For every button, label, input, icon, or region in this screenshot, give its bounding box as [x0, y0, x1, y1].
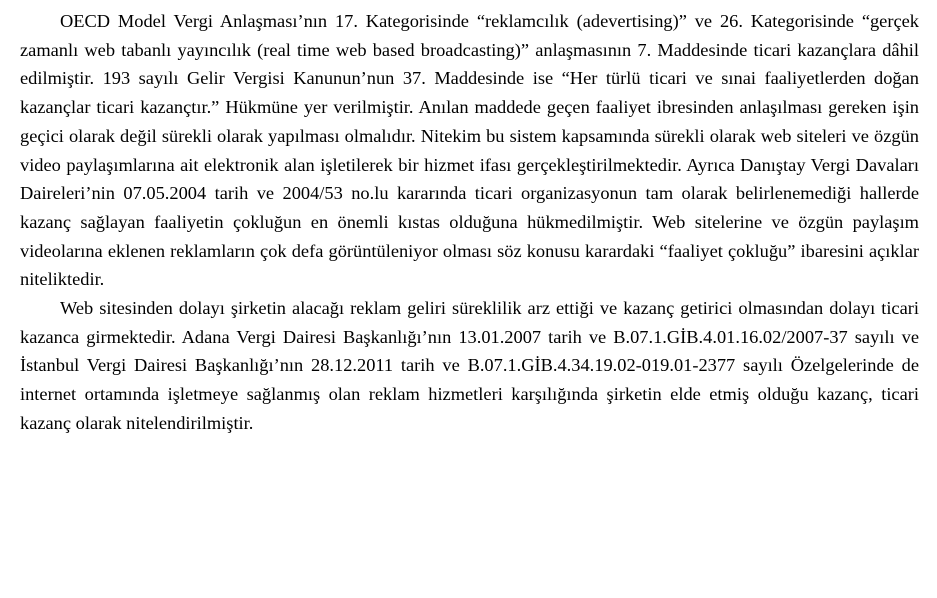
paragraph: Web sitesinden dolayı şirketin alacağı reklam geliri süreklilik arz ettiği ve kazanç getirici olmasından dolayı ticari kazanca girmektedir. Adana Vergi Dairesi Başkanlığı’nın 13.01.2007 tarih ve B.07.1.GİB.4.01.16.02/2007-37 sayılı ve İstanbul Vergi Dairesi Başkanlığı’nın 28.12.2011 tarih ve B.07.1.GİB.4.34.19.02-019.01-2377 sayılı Özelgelerinde de internet ortamında işletmeye sağlanmış olan reklam hizmetleri karşılığında şirketin elde etmiş olduğu kazanç, ticari kazanç olarak nitelendirilmiştir.: [20, 298, 919, 433]
paragraph: OECD Model Vergi Anlaşması’nın 17. Kategorisinde “reklamcılık (adevertising)” ve 26. Kategorisinde “gerçek zamanlı web tabanlı yayıncılık (real time web based broadcasting)” anlaşmasının 7. Maddesinde ticari kazançlara dâhil edilmiştir. 193 sayılı Gelir Vergisi Kanunun’nun 37. Maddesinde ise “Her türlü ticari ve sınai faaliyetlerden doğan kazançlar ticari kazançtır.” Hükmüne yer verilmiştir. Anılan maddede geçen faaliyet ibresinden anlaşılması gereken işin geçici olarak değil sürekli olarak yapılması olmalıdır. Nitekim bu sistem kapsamında sürekli olarak web siteleri ve özgün video paylaşımlarına ait elektronik alan işletilerek bir hizmet ifası gerçekleştirilmektedir. Ayrıca Danıştay Vergi Davaları Daireleri’nin 07.05.2004 tarih ve 2004/53 no.lu kararında ticari organizasyonun tam olarak belirlenemediği hallerde kazanç sağlayan faaliyetin çokluğun en önemli kıstas olduğuna hükmedilmiştir. Web sitelerine ve özgün paylaşım videolarına eklenen reklamların çok defa görüntüleniyor olması söz konusu karardaki “faaliyet çokluğu” ibaresini açıklar niteliktedir.: [20, 11, 919, 290]
